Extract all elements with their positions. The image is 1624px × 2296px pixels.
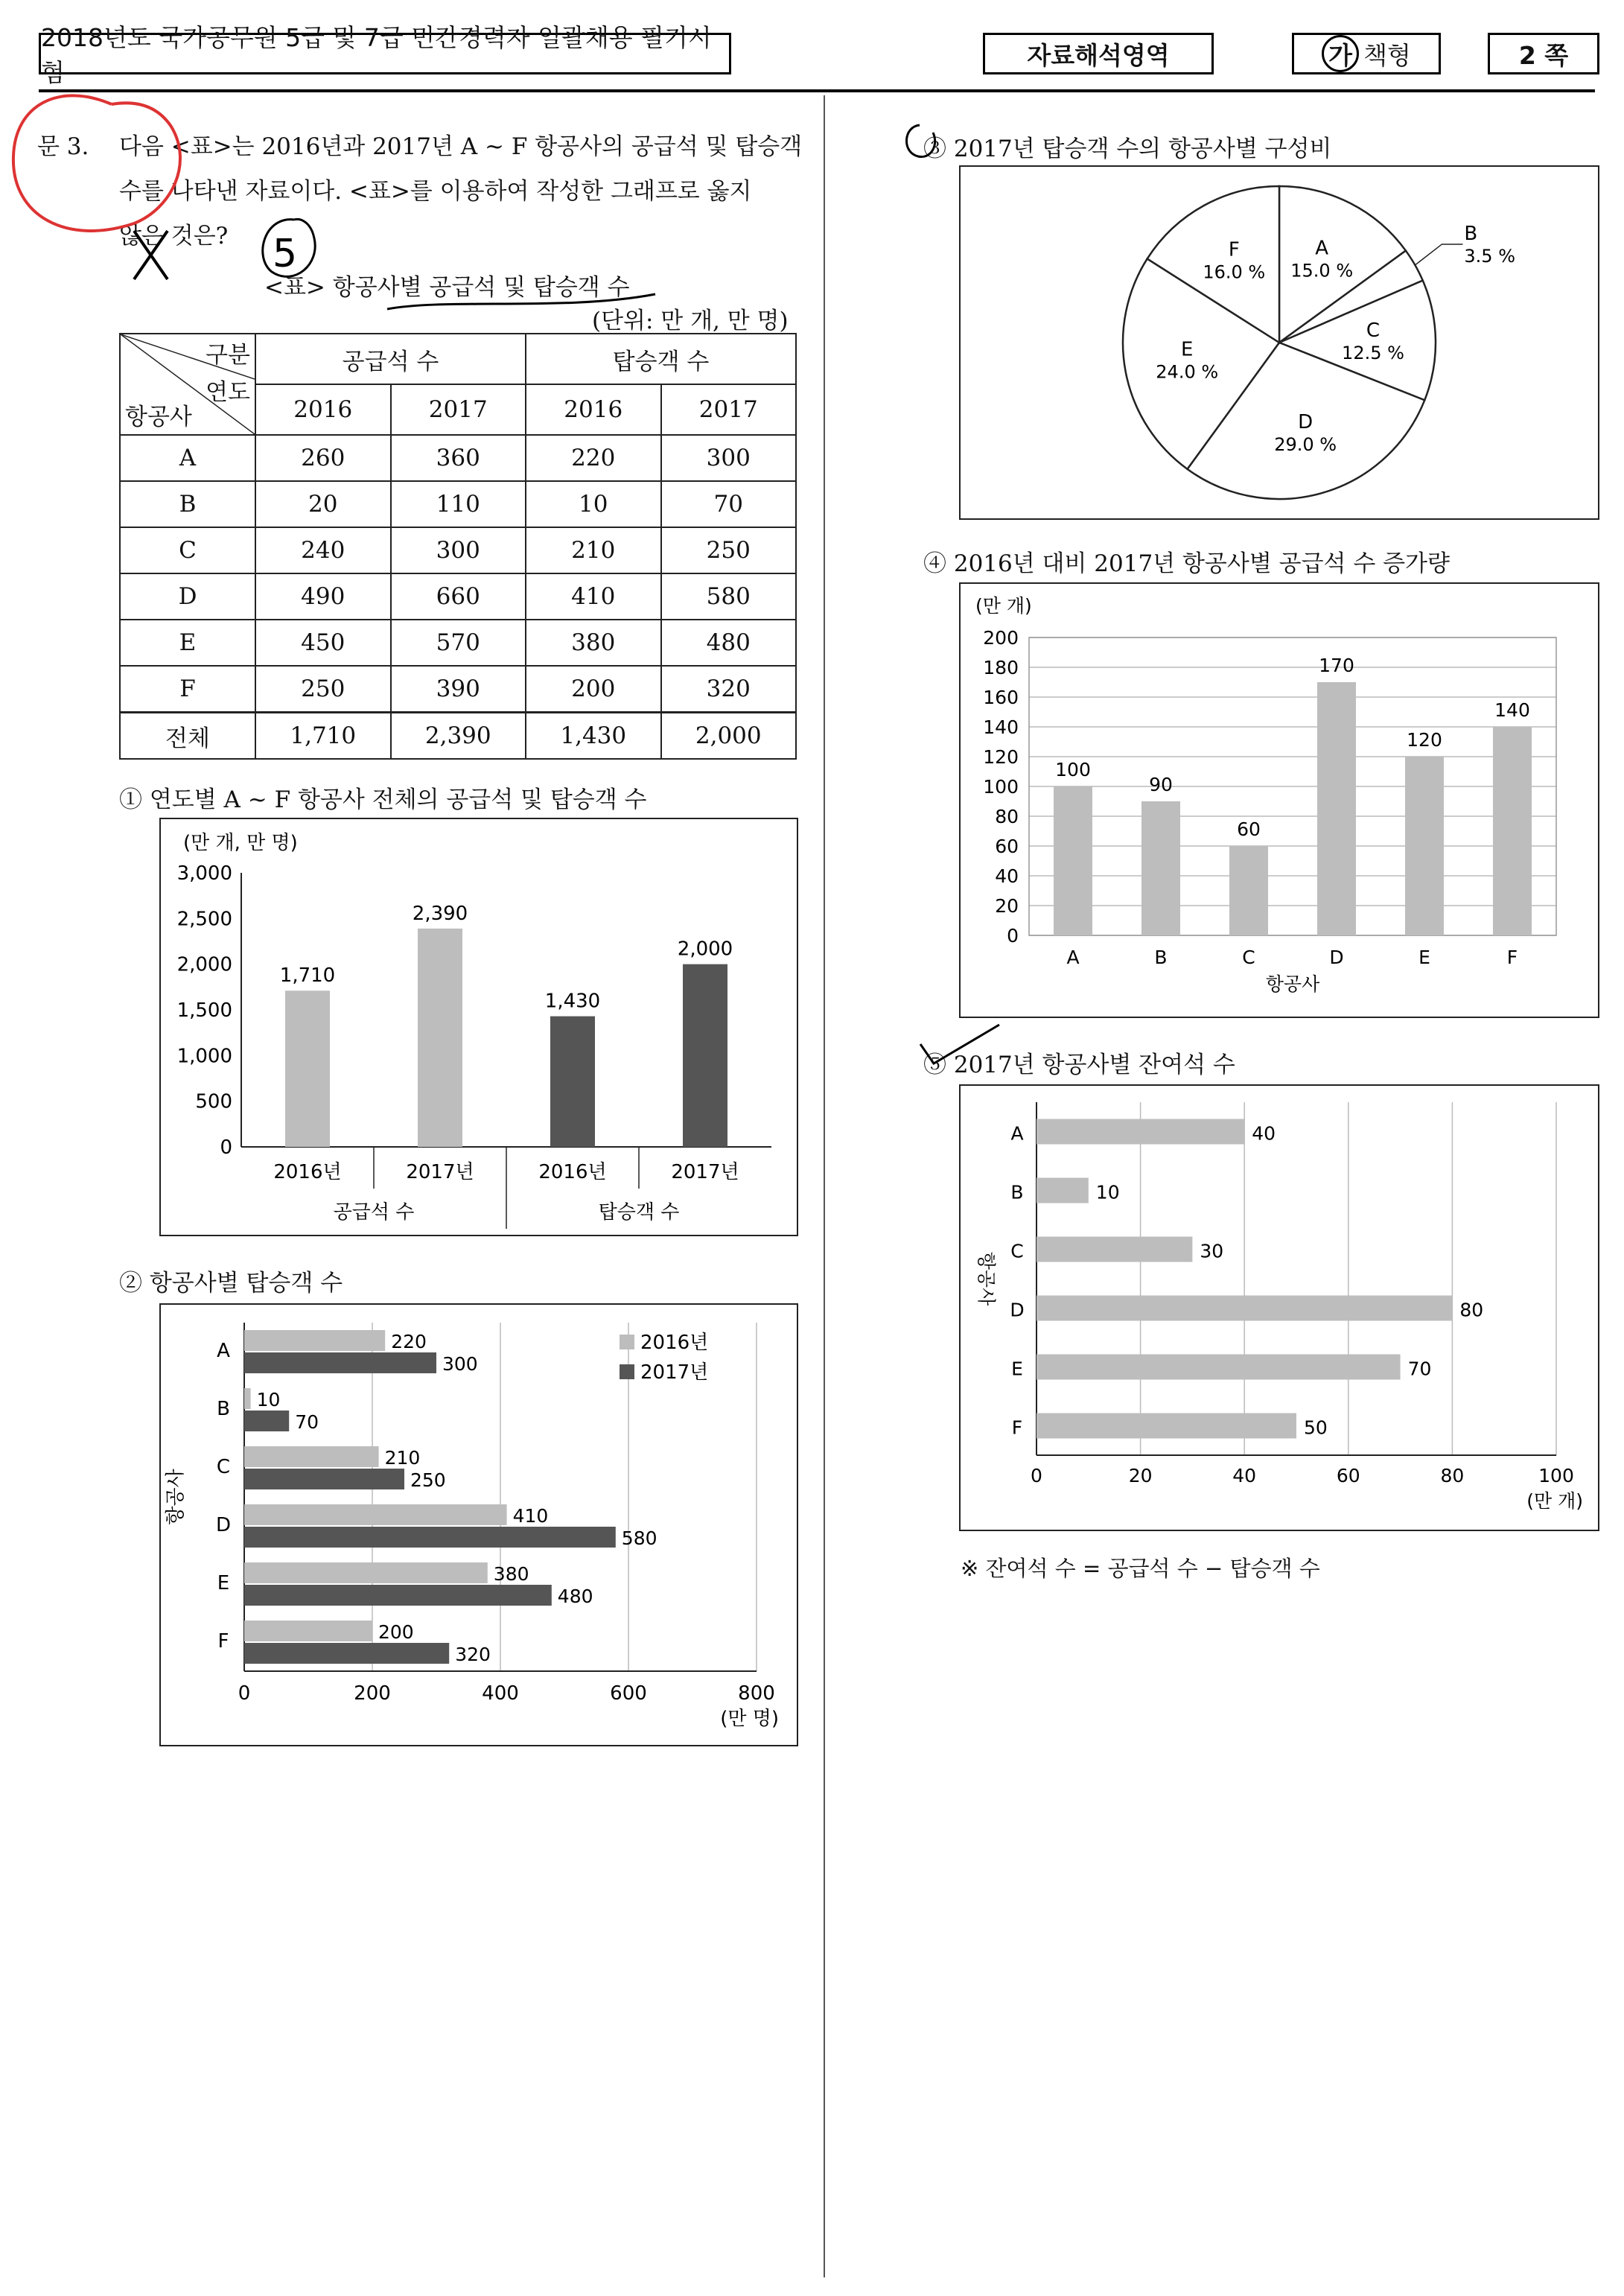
data-label: 90 bbox=[1149, 774, 1173, 795]
cross-mark bbox=[134, 231, 168, 279]
y-tick-label: A bbox=[217, 1340, 230, 1362]
data-label: 70 bbox=[295, 1411, 319, 1433]
bar bbox=[418, 929, 462, 1147]
bar bbox=[1037, 1119, 1244, 1145]
data-label: 480 bbox=[557, 1586, 593, 1607]
slice-value: 3.5 % bbox=[1464, 245, 1516, 267]
y-tick-label: 1,000 bbox=[176, 1045, 232, 1068]
header-supply: 공급석 수 bbox=[255, 334, 526, 384]
bar bbox=[1037, 1296, 1452, 1321]
data-label: 170 bbox=[1319, 655, 1354, 676]
header-year: 2016 bbox=[255, 384, 391, 435]
bar bbox=[285, 990, 330, 1147]
table-row-label: B bbox=[120, 481, 255, 527]
x-tick-label: 60 bbox=[1336, 1465, 1360, 1486]
bar bbox=[244, 1585, 552, 1606]
y-tick-label: 80 bbox=[995, 806, 1019, 827]
group-label: 공급석 수 bbox=[333, 1201, 415, 1224]
legend-swatch bbox=[620, 1335, 634, 1349]
slice-label: B bbox=[1464, 222, 1478, 245]
y-tick-label: D bbox=[215, 1514, 232, 1536]
option-3-caption: ③ 2017년 탑승객 수의 항공사별 구성비 bbox=[923, 136, 1332, 162]
table-row-label: A bbox=[120, 435, 255, 481]
table-cell: 1,710 bbox=[255, 713, 391, 760]
table-row bbox=[120, 527, 796, 573]
y-tick-label: 200 bbox=[983, 627, 1019, 649]
y-tick-label: 2,000 bbox=[176, 953, 232, 976]
check-mark-5 bbox=[917, 1020, 1007, 1072]
slice-value: 15.0 % bbox=[1290, 260, 1354, 282]
table-unit: (단위: 만 개, 만 명) bbox=[592, 308, 789, 334]
bar bbox=[244, 1469, 404, 1489]
legend-swatch bbox=[620, 1364, 634, 1379]
data-label: 380 bbox=[493, 1563, 529, 1585]
legend-label: 2017년 bbox=[640, 1361, 709, 1384]
y-tick-label: 100 bbox=[983, 776, 1019, 798]
data-table bbox=[119, 333, 797, 760]
section-box bbox=[983, 33, 1214, 74]
option-1-caption: ① 연도별 A ~ F 항공사 전체의 공급석 및 탑승객 수 bbox=[119, 786, 647, 813]
unit-label: (만 개, 만 명) bbox=[183, 832, 298, 854]
y-tick-label: 160 bbox=[983, 687, 1019, 708]
exam-title-box bbox=[39, 23, 731, 87]
table-cell: 300 bbox=[391, 527, 526, 573]
option-5-caption: ⑤ 2017년 항공사별 잔여석 수 bbox=[923, 1052, 1235, 1078]
table-corner bbox=[120, 334, 255, 435]
corner-label-category: 구분 bbox=[206, 342, 250, 369]
bar bbox=[244, 1388, 251, 1409]
table-cell: 240 bbox=[255, 527, 391, 573]
table-cell: 250 bbox=[661, 527, 797, 573]
header-year: 2017 bbox=[391, 384, 526, 435]
y-tick-label: 2,500 bbox=[176, 908, 232, 931]
header-year: 2017 bbox=[661, 384, 797, 435]
bar bbox=[1037, 1413, 1296, 1439]
y-axis-label: 항공사 bbox=[975, 1251, 997, 1306]
data-label: 2,390 bbox=[412, 902, 468, 925]
chart-5 bbox=[961, 1086, 1598, 1530]
x-tick-label: 40 bbox=[1232, 1465, 1257, 1486]
unit-label: (만 개) bbox=[1526, 1490, 1583, 1512]
x-tick-label: E bbox=[1418, 947, 1430, 968]
data-label: 320 bbox=[455, 1644, 491, 1665]
chart-3 bbox=[961, 167, 1598, 518]
table-row bbox=[120, 481, 796, 527]
legend-label: 2016년 bbox=[640, 1332, 709, 1354]
option-2-caption: ② 항공사별 탑승객 수 bbox=[119, 1270, 343, 1297]
table-row bbox=[120, 620, 796, 666]
slice-label: C bbox=[1366, 319, 1381, 343]
table-row bbox=[120, 666, 796, 713]
slice-value: 16.0 % bbox=[1203, 261, 1266, 283]
data-label: 100 bbox=[1055, 759, 1091, 780]
data-label: 40 bbox=[1252, 1122, 1276, 1145]
data-label: 80 bbox=[1459, 1299, 1484, 1321]
table-cell: 10 bbox=[526, 481, 661, 527]
table-cell: 110 bbox=[391, 481, 526, 527]
unit-label: (만 개) bbox=[975, 595, 1032, 617]
page-number: 2 쪽 bbox=[1518, 40, 1569, 70]
table-cell: 450 bbox=[255, 620, 391, 666]
x-tick-label: 2017년 bbox=[671, 1161, 739, 1183]
table-cell: 1,430 bbox=[526, 713, 661, 760]
data-label: 300 bbox=[442, 1353, 478, 1375]
data-label: 1,710 bbox=[279, 964, 336, 988]
page-number-box bbox=[1488, 33, 1599, 74]
slice-label: E bbox=[1181, 338, 1194, 361]
table-cell: 390 bbox=[391, 666, 526, 713]
y-tick-label: 60 bbox=[995, 836, 1019, 857]
bar bbox=[1054, 786, 1092, 935]
column-divider bbox=[824, 95, 825, 2277]
bar bbox=[1405, 757, 1444, 935]
y-tick-label: 3,000 bbox=[176, 862, 232, 885]
y-tick-label: B bbox=[217, 1398, 230, 1420]
data-label: 30 bbox=[1200, 1240, 1224, 1262]
table-row-label: 전체 bbox=[120, 713, 255, 760]
data-label: 120 bbox=[1407, 729, 1442, 751]
table-title: <표> 항공사별 공급석 및 탑승객 수 bbox=[264, 274, 630, 301]
y-tick-label: 0 bbox=[1007, 925, 1019, 947]
bar bbox=[244, 1330, 385, 1351]
x-tick-label: D bbox=[1329, 947, 1344, 968]
table-cell: 570 bbox=[391, 620, 526, 666]
bar bbox=[1229, 846, 1268, 935]
y-tick-label: 1,500 bbox=[176, 999, 232, 1022]
slice-value: 29.0 % bbox=[1274, 433, 1337, 455]
chart-2 bbox=[161, 1305, 797, 1745]
bar bbox=[244, 1562, 488, 1583]
y-tick-label: C bbox=[216, 1456, 231, 1478]
bar bbox=[550, 1017, 595, 1147]
data-label: 50 bbox=[1304, 1416, 1328, 1439]
data-label: 200 bbox=[378, 1621, 414, 1643]
table-cell: 200 bbox=[526, 666, 661, 713]
table-row-label: D bbox=[120, 573, 255, 620]
table-cell: 20 bbox=[255, 481, 391, 527]
x-tick-label: 600 bbox=[610, 1682, 647, 1705]
x-tick-label: F bbox=[1506, 947, 1518, 968]
x-tick-label: 800 bbox=[738, 1682, 775, 1705]
slice-label: D bbox=[1298, 410, 1313, 433]
data-label: 580 bbox=[621, 1527, 657, 1549]
bar bbox=[244, 1504, 507, 1525]
data-label: 140 bbox=[1494, 699, 1530, 721]
chart-2-frame bbox=[159, 1303, 798, 1746]
x-tick-label: 2016년 bbox=[273, 1161, 342, 1183]
data-label: 60 bbox=[1237, 818, 1261, 840]
y-tick-label: F bbox=[217, 1630, 229, 1653]
booklet-type: 책형 bbox=[1363, 40, 1411, 70]
y-tick-label: 120 bbox=[983, 746, 1019, 768]
question-number: 문 3. bbox=[37, 133, 89, 160]
bar bbox=[244, 1446, 379, 1467]
table-cell: 360 bbox=[391, 435, 526, 481]
section-title: 자료해석영역 bbox=[1027, 40, 1170, 70]
bar bbox=[1037, 1178, 1089, 1203]
x-tick-label: B bbox=[1154, 947, 1168, 968]
bar bbox=[244, 1411, 289, 1431]
y-tick-label: 0 bbox=[220, 1136, 232, 1159]
x-axis-label: 항공사 bbox=[1265, 973, 1320, 995]
table-row bbox=[120, 713, 796, 760]
table-cell: 660 bbox=[391, 573, 526, 620]
x-tick-label: A bbox=[1066, 947, 1080, 968]
table-cell: 260 bbox=[255, 435, 391, 481]
y-tick-label: 140 bbox=[983, 716, 1019, 738]
check-mark-3 bbox=[897, 119, 949, 171]
table-row-label: C bbox=[120, 527, 255, 573]
table-cell: 210 bbox=[526, 527, 661, 573]
table-cell: 300 bbox=[661, 435, 797, 481]
table-cell: 250 bbox=[255, 666, 391, 713]
table-cell: 480 bbox=[661, 620, 797, 666]
table-row-label: F bbox=[120, 666, 255, 713]
table-cell: 580 bbox=[661, 573, 797, 620]
header-passengers: 탑승객 수 bbox=[526, 334, 796, 384]
chart-4-frame bbox=[959, 582, 1599, 1018]
table-cell: 490 bbox=[255, 573, 391, 620]
table-row-label: E bbox=[120, 620, 255, 666]
table-cell: 70 bbox=[661, 481, 797, 527]
unit-label: (만 명) bbox=[720, 1708, 779, 1730]
bar bbox=[1141, 801, 1180, 935]
exam-title: 2018년도 국가공무원 5급 및 7급 민간경력자 일괄채용 필기시험 bbox=[41, 23, 712, 87]
question-line-1: 다음 <표>는 2016년과 2017년 A ~ F 항공사의 공급석 및 탑승객 bbox=[119, 133, 803, 160]
data-label: 250 bbox=[410, 1469, 446, 1491]
y-tick-label: B bbox=[1010, 1181, 1024, 1203]
bar bbox=[1037, 1355, 1401, 1380]
bar bbox=[683, 964, 727, 1147]
note-text: ※ 잔여석 수 = 공급석 수 − 탑승객 수 bbox=[961, 1556, 1320, 1581]
table-cell: 2,000 bbox=[661, 713, 797, 760]
y-tick-label: E bbox=[217, 1572, 230, 1594]
y-tick-label: A bbox=[1010, 1122, 1024, 1145]
bar bbox=[244, 1621, 372, 1641]
question-line-3: 않은 것은? bbox=[119, 223, 229, 249]
table-cell: 220 bbox=[526, 435, 661, 481]
data-label: 10 bbox=[256, 1389, 281, 1411]
corner-label-airline: 항공사 bbox=[125, 404, 192, 430]
table-cell: 410 bbox=[526, 573, 661, 620]
corner-label-year: 연도 bbox=[206, 379, 250, 406]
data-label: 210 bbox=[384, 1447, 421, 1469]
leader-line bbox=[1415, 244, 1462, 265]
handwritten-answer: 5 bbox=[273, 232, 298, 276]
data-label: 70 bbox=[1407, 1358, 1432, 1380]
red-circle-mark bbox=[13, 95, 180, 231]
data-label: 10 bbox=[1095, 1181, 1120, 1203]
booklet-mark: 가 bbox=[1322, 35, 1359, 72]
x-tick-label: 100 bbox=[1538, 1465, 1574, 1486]
table-row bbox=[120, 573, 796, 620]
chart-1-frame bbox=[159, 818, 798, 1236]
table-cell: 2,390 bbox=[391, 713, 526, 760]
y-tick-label: E bbox=[1011, 1358, 1023, 1380]
data-label: 410 bbox=[512, 1505, 549, 1527]
question-line-2: 수를 나타낸 자료이다. <표>를 이용하여 작성한 그래프로 옳지 bbox=[119, 178, 752, 205]
y-tick-label: 20 bbox=[995, 895, 1019, 917]
bar bbox=[1493, 727, 1532, 935]
data-label: 2,000 bbox=[677, 938, 733, 961]
table-cell: 320 bbox=[661, 666, 797, 713]
chart-1 bbox=[161, 819, 797, 1235]
x-tick-label: 2016년 bbox=[538, 1161, 607, 1183]
bar bbox=[244, 1352, 436, 1373]
y-axis-label: 항공사 bbox=[165, 1469, 187, 1525]
bar bbox=[244, 1643, 449, 1664]
y-tick-label: D bbox=[1010, 1299, 1025, 1321]
slice-value: 12.5 % bbox=[1342, 343, 1404, 364]
chart-4 bbox=[961, 584, 1598, 1017]
x-tick-label: C bbox=[1242, 947, 1255, 968]
x-tick-label: 80 bbox=[1440, 1465, 1465, 1486]
x-tick-label: 2017년 bbox=[406, 1161, 474, 1183]
bar bbox=[1037, 1237, 1192, 1262]
data-label: 220 bbox=[391, 1331, 427, 1352]
y-tick-label: F bbox=[1011, 1416, 1023, 1439]
x-tick-label: 200 bbox=[354, 1682, 391, 1705]
chart-3-frame bbox=[959, 165, 1599, 520]
x-tick-label: 0 bbox=[238, 1682, 251, 1705]
y-tick-label: C bbox=[1010, 1240, 1024, 1262]
slice-value: 24.0 % bbox=[1156, 361, 1219, 383]
data-label: 1,430 bbox=[544, 990, 601, 1013]
bar bbox=[244, 1527, 616, 1548]
x-tick-label: 400 bbox=[482, 1682, 519, 1705]
chart-5-frame bbox=[959, 1084, 1599, 1531]
y-tick-label: 180 bbox=[983, 657, 1019, 678]
y-tick-label: 40 bbox=[995, 865, 1019, 887]
y-tick-label: 500 bbox=[195, 1090, 232, 1113]
booklet-box bbox=[1292, 33, 1441, 74]
header-year: 2016 bbox=[526, 384, 661, 435]
x-tick-label: 0 bbox=[1031, 1465, 1042, 1486]
slice-label: A bbox=[1315, 237, 1329, 260]
bar bbox=[1317, 682, 1356, 935]
option-4-caption: ④ 2016년 대비 2017년 항공사별 공급석 수 증가량 bbox=[923, 550, 1450, 577]
table-row bbox=[120, 435, 796, 481]
x-tick-label: 20 bbox=[1128, 1465, 1153, 1486]
table-cell: 380 bbox=[526, 620, 661, 666]
group-label: 탑승객 수 bbox=[598, 1201, 680, 1224]
slice-label: F bbox=[1228, 238, 1240, 261]
